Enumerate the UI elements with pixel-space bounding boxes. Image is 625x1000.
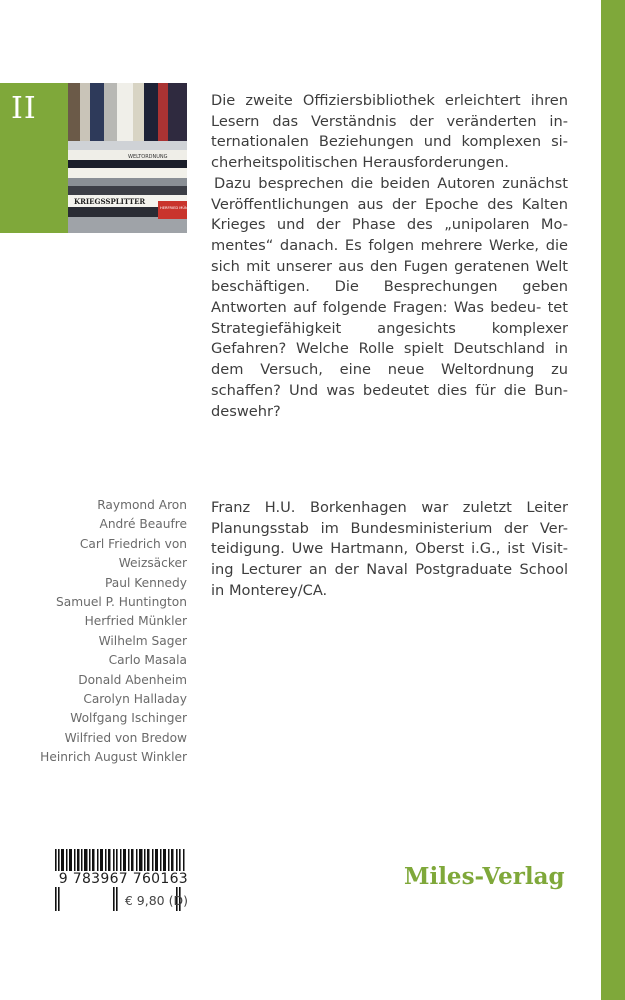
photo-spine-text: KRIEGSSPLITTER — [74, 197, 146, 206]
author-name: Wolfgang Ischinger — [70, 711, 187, 726]
author-bio — [211, 498, 568, 602]
author-name: Donald Abenheim — [78, 672, 187, 687]
blurb-line: Welt beschäftigen. Die Besprechungen geben — [211, 257, 569, 296]
author-name: Samuel P. Huntington — [56, 595, 187, 610]
blurb-line: Gefahren? Welche Rolle spielt Deutschland — [211, 340, 545, 358]
blurb-line: deswehr? — [211, 402, 281, 420]
photo-spine-text: WELTORDNUNG — [128, 154, 168, 160]
photo-spine-text: HERFRIED MÜNKLER — [160, 206, 197, 210]
author-name: Paul Kennedy — [104, 575, 187, 590]
author-name: Herfried Münkler — [84, 614, 187, 629]
blurb-line: tet Strategiefähigkeit angesichts komplexer — [211, 299, 569, 337]
author-name: Weizsäcker — [118, 556, 187, 571]
bio-line: in Monterey/CA. — [211, 581, 328, 599]
bio-line: teidigung. Uwe Hartmann, Oberst i.G., ist Visit- — [211, 540, 568, 558]
author-name: André Beaufre — [99, 517, 187, 532]
blurb-line: ternationalen Beziehungen und komplexen si- — [211, 133, 568, 151]
author-name: Wilhelm Sager — [98, 633, 187, 648]
blurb-line: in dem Versuch, eine neue Weltordnung zu — [211, 340, 569, 379]
blurb-paragraph-2 — [211, 174, 568, 422]
publisher-logo: Miles-Verlag — [404, 863, 565, 890]
price-label: € 9,80 (D) — [124, 893, 188, 908]
blurb-line: die sich mit unserer aus den Fugen geratenen — [211, 236, 568, 275]
blurb-paragraph-1 — [211, 91, 568, 174]
bio-line: ing Lecturer an der Naval Postgraduate School — [211, 561, 568, 579]
blurb-line: Die zweite Offiziersbibliothek erleichtert ihren — [211, 92, 568, 109]
volume-badge — [0, 83, 68, 233]
blurb-line: Antworten auf folgende Fragen: Was bedeu- — [211, 299, 542, 317]
blurb-line: Veröffentlichungen aus der Epoche des Kalten — [211, 195, 568, 213]
blurb-line: Lesern das Verständnis der veränderten in- — [211, 112, 568, 130]
reviewed-authors-list — [20, 496, 187, 768]
blurb-line: cherheitspolitischen Herausforderungen. — [211, 154, 509, 172]
author-name: Carolyn Halladay — [83, 692, 187, 707]
bio-line: Franz H.U. Borkenhagen war zuletzt Leiter — [211, 499, 568, 516]
author-name: Heinrich August Winkler — [40, 750, 187, 765]
blurb-line: Dazu besprechen die beiden Autoren zunächst — [214, 174, 568, 192]
author-name: Carlo Masala — [108, 653, 187, 668]
blurb-line: schaffen? Und was bedeutet dies für die Bun- — [211, 381, 568, 399]
author-name: Raymond Aron — [97, 498, 187, 512]
blurb-line: Krieges und der Phase des „unipolaren Mo- — [211, 216, 568, 234]
books-photo — [68, 83, 197, 233]
blurb-text — [211, 91, 568, 422]
author-name: Wilfried von Bredow — [64, 730, 187, 745]
author-name: Carl Friedrich von — [79, 536, 187, 551]
volume-label: II — [11, 91, 37, 126]
bio-line: Planungsstab im Bundesministerium der Ver- — [211, 519, 568, 537]
right-edge-green-bar — [601, 0, 625, 1000]
blurb-line: mentes“ danach. Es folgen mehrere Werke, — [211, 236, 540, 254]
isbn-number: 9 783967 760163 — [43, 871, 188, 887]
